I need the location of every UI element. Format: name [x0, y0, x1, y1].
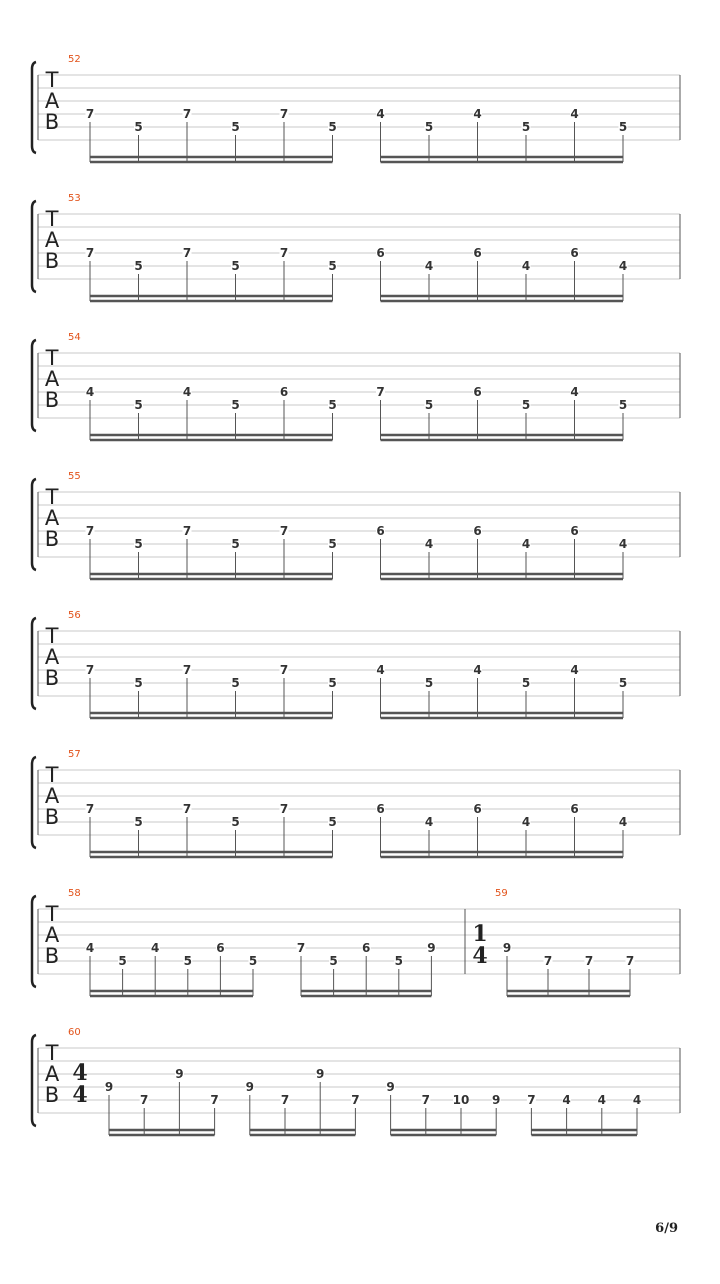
- tab-clef-letter: A: [44, 228, 60, 252]
- system-bracket: [32, 896, 36, 987]
- time-signature-bottom: 4: [72, 1082, 88, 1108]
- tab-clef-letter: A: [44, 1062, 60, 1086]
- fret-number: 7: [543, 954, 553, 968]
- tab-clef-letter: T: [45, 68, 59, 92]
- fret-number: 5: [328, 120, 337, 134]
- fret-number: 6: [473, 802, 482, 816]
- fret-number: 9: [492, 1093, 501, 1107]
- fret-number: 9: [316, 1067, 325, 1081]
- tab-clef-letter: A: [44, 923, 60, 947]
- fret-number: 4: [424, 259, 434, 273]
- fret-number: 7: [85, 524, 95, 538]
- fret-number: 5: [521, 398, 531, 412]
- fret-number: 7: [279, 802, 289, 816]
- fret-number: 7: [140, 1093, 149, 1107]
- fret-number: 4: [85, 941, 95, 955]
- fret-number: 4: [424, 537, 434, 551]
- tab-clef-letter: T: [45, 207, 59, 231]
- measure-number: 58: [68, 888, 81, 899]
- tab-clef-letter: A: [44, 784, 60, 808]
- fret-number: 6: [473, 524, 482, 538]
- fret-number: 6: [570, 524, 579, 538]
- fret-number: 6: [362, 941, 371, 955]
- tab-clef-letter: B: [44, 805, 60, 829]
- fret-number: 5: [231, 815, 240, 829]
- tab-clef-letter: A: [44, 506, 60, 530]
- fret-number: 4: [473, 663, 482, 677]
- tab-clef-letter: T: [45, 346, 59, 370]
- fret-number: 4: [521, 815, 531, 829]
- tab-clef-letter: T: [45, 485, 59, 509]
- fret-number: 6: [279, 385, 289, 399]
- fret-number: 5: [118, 954, 127, 968]
- system-bracket: [32, 479, 36, 570]
- fret-number: 7: [85, 802, 95, 816]
- fret-number: 5: [618, 676, 628, 690]
- fret-number: 7: [182, 246, 192, 260]
- fret-number: 9: [175, 1067, 184, 1081]
- tab-clef-letter: B: [44, 944, 60, 968]
- fret-number: 4: [521, 537, 531, 551]
- fret-number: 7: [85, 246, 95, 260]
- measure-number: 59: [495, 888, 508, 899]
- tab-clef-letter: B: [44, 110, 60, 134]
- fret-number: 5: [231, 398, 240, 412]
- system-bracket: [32, 201, 36, 292]
- fret-number: 7: [182, 802, 192, 816]
- fret-number: 7: [182, 524, 192, 538]
- fret-number: 7: [296, 941, 306, 955]
- fret-number: 7: [182, 107, 192, 121]
- fret-number: 4: [632, 1093, 642, 1107]
- fret-number: 5: [328, 398, 337, 412]
- fret-number: 4: [521, 259, 531, 273]
- fret-number: 7: [279, 246, 289, 260]
- fret-number: 7: [376, 385, 385, 399]
- fret-number: 5: [328, 676, 337, 690]
- fret-number: 5: [134, 815, 143, 829]
- fret-number: 7: [279, 107, 289, 121]
- tab-clef-letter: B: [44, 527, 60, 551]
- fret-number: 5: [134, 537, 143, 551]
- fret-number: 4: [473, 107, 482, 121]
- fret-number: 6: [570, 802, 579, 816]
- fret-number: 6: [216, 941, 225, 955]
- fret-number: 7: [351, 1093, 360, 1107]
- fret-number: 7: [625, 954, 635, 968]
- fret-number: 10: [452, 1093, 470, 1107]
- fret-number: 7: [85, 663, 95, 677]
- measure-number: 60: [68, 1027, 81, 1038]
- fret-number: 5: [183, 954, 192, 968]
- measure-number: 55: [68, 471, 81, 482]
- tab-clef-letter: B: [44, 388, 60, 412]
- fret-number: 6: [570, 246, 579, 260]
- fret-number: 4: [376, 663, 385, 677]
- fret-number: 5: [328, 537, 337, 551]
- fret-number: 5: [424, 120, 434, 134]
- fret-number: 5: [424, 398, 434, 412]
- fret-number: 7: [280, 1093, 290, 1107]
- fret-number: 7: [421, 1093, 430, 1107]
- fret-number: 4: [570, 107, 579, 121]
- fret-number: 5: [521, 120, 531, 134]
- tab-clef-letter: A: [44, 89, 60, 113]
- fret-number: 7: [584, 954, 594, 968]
- fret-number: 5: [329, 954, 338, 968]
- fret-number: 6: [376, 246, 385, 260]
- fret-number: 5: [231, 676, 240, 690]
- tab-clef-letter: T: [45, 902, 59, 926]
- fret-number: 4: [597, 1093, 606, 1107]
- tab-clef-letter: B: [44, 249, 60, 273]
- fret-number: 7: [279, 663, 289, 677]
- fret-number: 5: [394, 954, 403, 968]
- tab-clef-letter: T: [45, 1041, 59, 1065]
- fret-number: 7: [279, 524, 289, 538]
- fret-number: 5: [248, 954, 258, 968]
- fret-number: 6: [473, 385, 482, 399]
- fret-number: 6: [473, 246, 482, 260]
- fret-number: 4: [182, 385, 192, 399]
- fret-number: 5: [424, 676, 434, 690]
- tab-clef-letter: A: [44, 367, 60, 391]
- fret-number: 5: [231, 259, 240, 273]
- fret-number: 4: [570, 385, 579, 399]
- system-bracket: [32, 340, 36, 431]
- fret-number: 9: [104, 1080, 114, 1094]
- tab-clef-letter: T: [45, 624, 59, 648]
- fret-number: 5: [134, 120, 143, 134]
- fret-number: 4: [376, 107, 385, 121]
- time-signature-bottom: 4: [472, 943, 488, 969]
- page-number: 6/9: [655, 1221, 678, 1236]
- fret-number: 7: [527, 1093, 536, 1107]
- fret-number: 7: [210, 1093, 219, 1107]
- tab-clef-letter: T: [45, 763, 59, 787]
- fret-number: 5: [618, 398, 628, 412]
- time-signature-top: 1: [472, 921, 488, 947]
- measure-number: 54: [68, 332, 81, 343]
- measure-number: 56: [68, 610, 81, 621]
- system-bracket: [32, 1035, 36, 1126]
- time-signature-top: 4: [72, 1060, 88, 1086]
- fret-number: 9: [245, 1080, 254, 1094]
- fret-number: 4: [618, 259, 628, 273]
- fret-number: 5: [328, 259, 337, 273]
- system-bracket: [32, 757, 36, 848]
- fret-number: 5: [134, 398, 143, 412]
- fret-number: 9: [386, 1080, 395, 1094]
- tab-clef-letter: B: [44, 666, 60, 690]
- fret-number: 9: [502, 941, 512, 955]
- fret-number: 4: [618, 815, 628, 829]
- fret-number: 5: [521, 676, 531, 690]
- fret-number: 4: [562, 1093, 571, 1107]
- fret-number: 5: [618, 120, 628, 134]
- fret-number: 4: [151, 941, 160, 955]
- fret-number: 4: [424, 815, 434, 829]
- fret-number: 9: [427, 941, 436, 955]
- fret-number: 6: [376, 802, 385, 816]
- system-bracket: [32, 62, 36, 153]
- fret-number: 5: [231, 120, 240, 134]
- fret-number: 4: [570, 663, 579, 677]
- tab-clef-letter: A: [44, 645, 60, 669]
- fret-number: 6: [376, 524, 385, 538]
- system-bracket: [32, 618, 36, 709]
- fret-number: 7: [182, 663, 192, 677]
- measure-number: 52: [68, 54, 81, 65]
- fret-number: 5: [231, 537, 240, 551]
- fret-number: 4: [85, 385, 95, 399]
- fret-number: 5: [134, 676, 143, 690]
- tab-clef-letter: B: [44, 1083, 60, 1107]
- measure-number: 53: [68, 193, 81, 204]
- measure-number: 57: [68, 749, 81, 760]
- fret-number: 4: [618, 537, 628, 551]
- fret-number: 5: [328, 815, 337, 829]
- fret-number: 5: [134, 259, 143, 273]
- fret-number: 7: [85, 107, 95, 121]
